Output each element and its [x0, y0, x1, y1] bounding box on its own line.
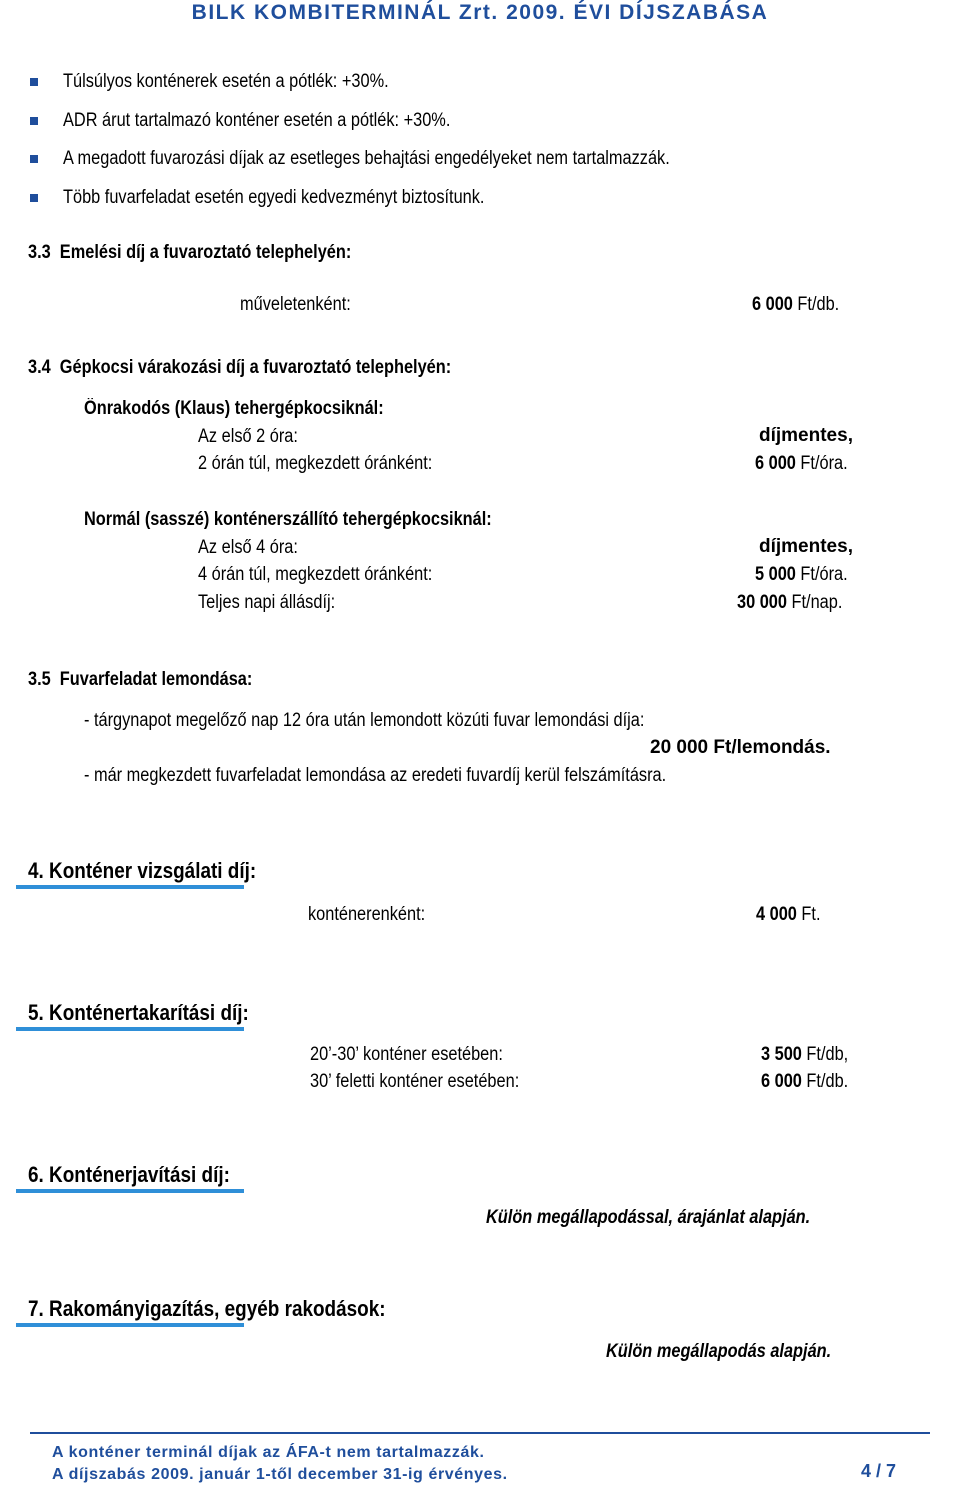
cancellation-text: - már megkezdett fuvarfeladat lemondása az eredeti fuvardíj kerül felszámításra.: [84, 765, 667, 786]
section-heading: 7. Rakományigazítás, egyéb rakodások:: [28, 1296, 386, 1321]
list-item: Túlsúlyos konténerek esetén a pótlék: +30%.: [63, 71, 389, 92]
row-label: 2 órán túl, megkezdett óránként:: [198, 453, 433, 474]
section-heading: 3.3 Emelési díj a fuvaroztató telephelyén:: [28, 242, 352, 263]
section-heading: 4. Konténer vizsgálati díj:: [28, 858, 257, 883]
group-title: Normál (sasszé) konténerszállító tehergépkocsiknál:: [84, 509, 492, 530]
repair-note: Külön megállapodással, árajánlat alapján.: [486, 1207, 811, 1228]
row-price: 3 500 Ft/db,: [761, 1044, 849, 1065]
heading-underline: [16, 1323, 244, 1327]
row-price: 4 000 Ft.: [756, 904, 821, 925]
row-label: 20’-30’ konténer esetében:: [310, 1044, 503, 1065]
row-label: Teljes napi állásdíj:: [198, 592, 336, 613]
handling-note: Külön megállapodás alapján.: [606, 1341, 832, 1362]
row-price: 6 000 Ft/db.: [761, 1071, 849, 1092]
row-price: 30 000 Ft/nap.: [737, 592, 843, 613]
section-heading: 3.5 Fuvarfeladat lemondása:: [28, 669, 253, 690]
heading-underline: [16, 1189, 244, 1193]
bullet-icon: [30, 78, 38, 86]
cancellation-fee: 20 000 Ft/lemondás.: [650, 737, 831, 758]
row-label: Az első 4 óra:: [198, 537, 298, 558]
bullet-icon: [30, 194, 38, 202]
section-heading: 5. Konténertakarítási díj:: [28, 1000, 249, 1025]
group-title: Önrakodós (Klaus) tehergépkocsiknál:: [84, 398, 384, 419]
row-label: konténerenként:: [308, 904, 426, 925]
list-item: ADR árut tartalmazó konténer esetén a pótlék: +30%.: [63, 110, 451, 131]
heading-underline: [16, 1027, 244, 1031]
footer-vat-note: A konténer terminál díjak az ÁFA-t nem tartalmazzák.: [52, 1444, 485, 1461]
row-price: 5 000 Ft/óra.: [755, 564, 848, 585]
page-number: 4 / 7: [861, 1461, 897, 1481]
footer-validity-note: A díjszabás 2009. január 1-től december 31-ig érvényes.: [52, 1466, 508, 1483]
bullet-icon: [30, 155, 38, 163]
list-item: Több fuvarfeladat esetén egyedi kedvezményt biztosítunk.: [63, 187, 485, 208]
row-label: 4 órán túl, megkezdett óránként:: [198, 564, 433, 585]
page-title: BILK KOMBITERMINÁL Zrt. 2009. ÉVI DÍJSZABÁSA: [191, 1, 769, 24]
row-price: 6 000 Ft/óra.: [755, 453, 848, 474]
heading-underline: [16, 885, 244, 889]
section-heading: 3.4 Gépkocsi várakozási díj a fuvaroztató telephelyén:: [28, 357, 452, 378]
cancellation-text: - tárgynapot megelőző nap 12 óra után lemondott közúti fuvar lemondási díja:: [84, 710, 645, 731]
row-label: 30’ feletti konténer esetében:: [310, 1071, 520, 1092]
row-label: Az első 2 óra:: [198, 426, 298, 447]
section-heading: 6. Konténerjavítási díj:: [28, 1162, 230, 1187]
footer-divider: [30, 1432, 930, 1434]
bullet-icon: [30, 117, 38, 125]
list-item: A megadott fuvarozási díjak az esetleges behajtási engedélyeket nem tartalmazzák.: [63, 148, 670, 169]
row-price: díjmentes,: [759, 536, 853, 557]
row-price: 6 000 Ft/db.: [752, 294, 840, 315]
page-header: [0, 0, 960, 30]
row-price: díjmentes,: [759, 425, 853, 446]
row-label: műveletenként:: [240, 294, 351, 315]
